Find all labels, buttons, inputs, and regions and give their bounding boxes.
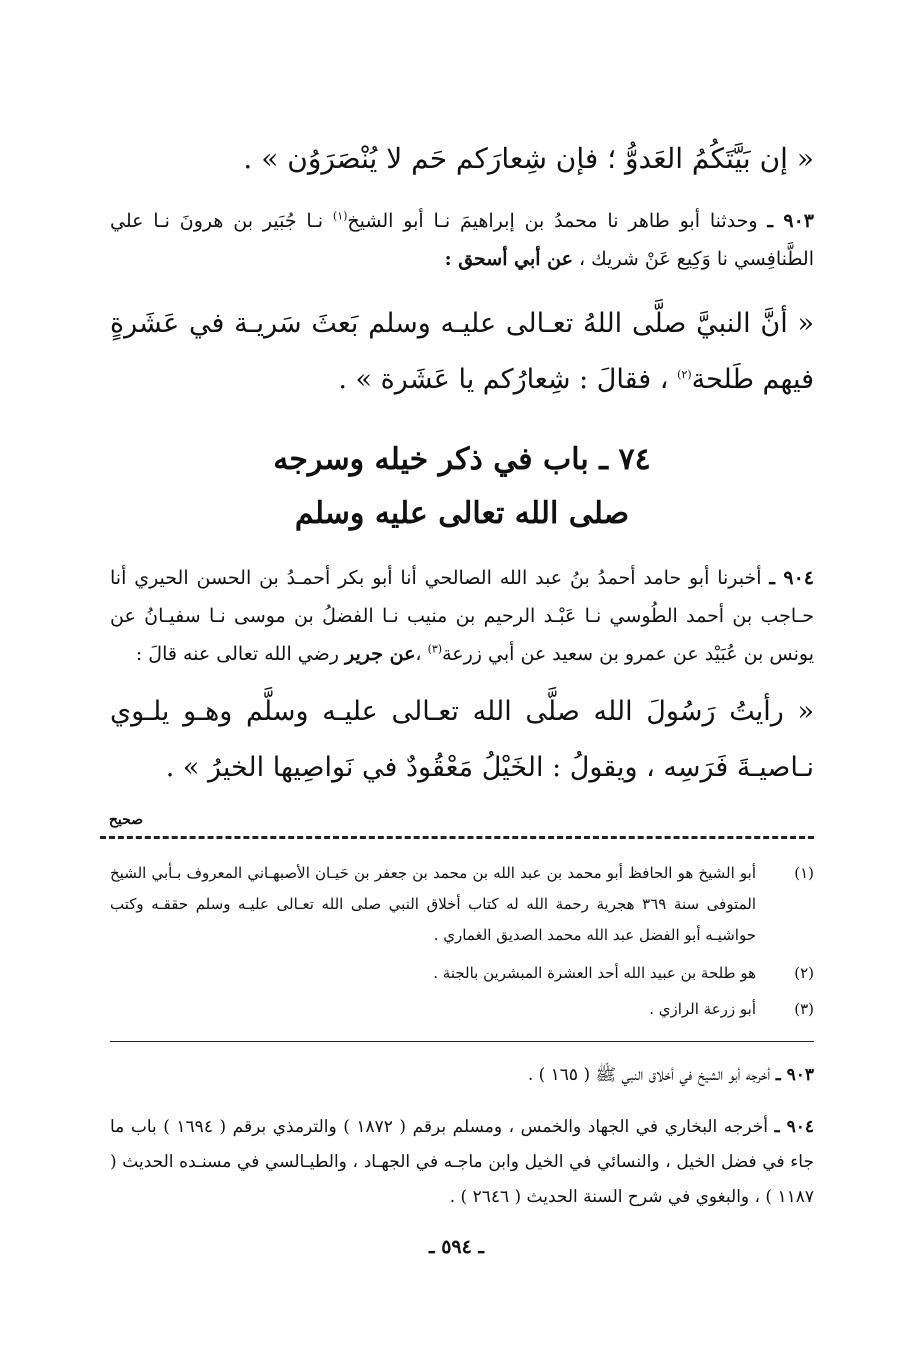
hadith-904-chain-d: رضي الله تعالى عنه قالَ : — [135, 643, 345, 665]
reference-904 — [110, 1110, 814, 1215]
chapter-heading-line-1: ٧٤ ـ باب في ذكر خيله وسرجه — [273, 442, 651, 477]
footnote-1 — [110, 858, 814, 951]
hadith-903-chain-a: وحدثنا أبو طاهر نا محمدُ بن إبراهيمَ نـا أبو الشيخ — [347, 210, 768, 232]
footnote-1-text: أبو الشيخ هو الحافظ أبو محمد بن عبد الله بن محمد بن جعفر بن حَيـان الأصبهـاني المعروف بـأبي الشيخ المتوفى سنة ٣٦٩ هجرية رحمة الله له كتاب أخلاق النبي صلى الله تعـالى عليـه وسلم حققـه وكتب حواشيـه أبو الفضل عبد الله محمد الصديق الغماري . — [110, 864, 756, 944]
footnote-separator — [100, 836, 814, 839]
hadith-904-isnad — [110, 559, 814, 673]
footnote-2-text: هو طلحة بن عبيد الله أحد العشرة المبشرين بالجنة . — [433, 964, 756, 982]
reference-separator — [110, 1041, 814, 1042]
reference-903 — [110, 1058, 814, 1093]
hadith-904-narrator: عن جرير — [344, 643, 416, 665]
hadith-904-chain-b: ، — [415, 643, 428, 665]
hadith-903-narrator: عن أبي أسحق : — [444, 248, 573, 270]
hadith-904-number: ٩٠٤ ـ — [769, 567, 814, 589]
reference-903-text: أخرجه أبو الشيخ في أخلاق النبي ﷺ ( ١٦٥ ) . — [527, 1065, 776, 1085]
hadith-904-matn: « رأيتُ رَسُولَ الله صلَّى الله تعـالى عليـه وسلَّم وهـو يلـوي نـاصيـةَ فَرَسِه ، ويقولُ : الخَيْلُ مَعْقُودٌ في نَواصِيها الخيرُ » . — [110, 696, 814, 783]
reference-904-number: ٩٠٤ ـ — [774, 1117, 814, 1137]
footnote-2 — [110, 958, 814, 989]
hadith-903-matn-a: « أنَّ النبيَّ صلَّى اللهُ تعـالى عليـه وسلم بَعثَ سَريـة في عَشَرةٍ فيهم طَلحة — [110, 308, 814, 395]
reference-903-number: ٩٠٣ ـ — [775, 1065, 814, 1085]
hadith-904-chain-a: أخبرنا أبو حامد أحمدُ بنُ عبد الله الصالحي أنا أبو بكر أحمـدُ بن الحسن الحيري أنا حـاجب بن أحمد الطُوسي نـا عَبْـد الرحيم بن منيب نـا الفضلُ بن موسى نـا سفيـانُ عن يونس بن عُبَيْد عن عمرو بن سعيد عن أبي زرعة — [110, 567, 814, 665]
hadith-903-chain-b: نـا جُبَير بن هرونَ نـا علي الطَّنافِسي نا وَكِيع عَنْ شريك ، — [110, 210, 814, 270]
footnote-2-number: (٢) — [794, 964, 814, 982]
hadith-903-isnad — [110, 202, 814, 278]
footnote-1-number: (١) — [794, 864, 814, 882]
footnote-3-number: (٣) — [794, 1000, 814, 1018]
footnote-ref-3: (٣) — [427, 642, 443, 656]
footnote-ref-2: (٢) — [677, 368, 692, 381]
hadith-903-matn — [110, 296, 814, 408]
chapter-heading-line-2: صلى الله تعالى عليه وسلم — [294, 496, 630, 531]
hadith-903-number: ٩٠٣ ـ — [767, 210, 814, 232]
footnote-ref-1: (١) — [332, 209, 348, 223]
footnote-3-text: أبو زرعة الرازي . — [649, 1000, 756, 1018]
hadith-grade: صحيح — [108, 812, 143, 828]
reference-904-text: أخرجه البخاري في الجهاد والخمس ، ومسلم برقم ( ١٨٧٢ ) والترمذي برقم ( ١٦٩٤ ) باب ما جاء في فضل الخيل ، والنسائي في الخيل وابن ماجـه في الجهـاد ، والطيـالسي في مسنـده الحديث ( ١١٨٧ ) ، والبغوي في شرح السنة الحديث ( ٢٦٤٦ ) . — [110, 1117, 814, 1207]
hadith-ending-text: « إن بَيَّتَكُمُ العَدوُّ ؛ فإن شِعارَكم حَم لا يُنْصَرَوُن » . — [243, 142, 814, 175]
page-number: ـ ٥٩٤ ـ — [429, 1236, 484, 1258]
hadith-903-matn-b: ، فقالَ : شِعارُكم يا عَشَرة » . — [338, 364, 678, 395]
footnote-3 — [110, 994, 814, 1025]
